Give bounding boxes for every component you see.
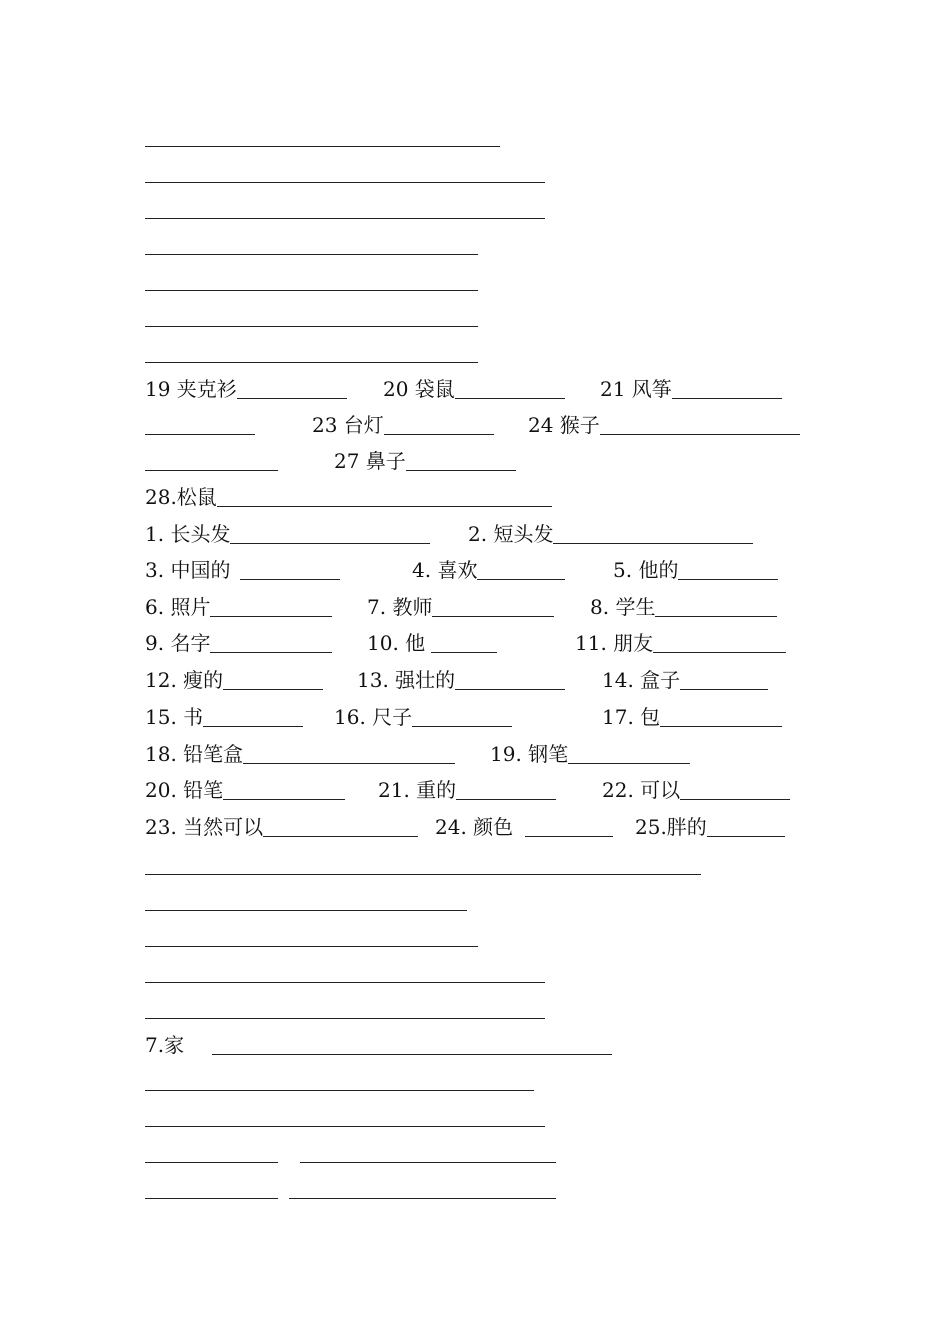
vocab-item	[357, 667, 565, 693]
answer-blank[interactable]	[263, 816, 418, 837]
answer-line[interactable]	[145, 290, 478, 291]
vocab-item	[383, 376, 565, 402]
answer-line[interactable]	[145, 182, 545, 183]
answer-line[interactable]	[145, 874, 701, 875]
vocab-item	[334, 448, 516, 474]
vocab-label: 27 鼻子	[334, 449, 406, 473]
vocab-label: 21 风筝	[600, 377, 672, 401]
vocab-item	[613, 557, 778, 583]
answer-line[interactable]	[145, 910, 467, 911]
vocab-item	[145, 814, 418, 840]
vocab-label: 23. 当然可以	[145, 815, 264, 839]
answer-blank[interactable]	[210, 596, 332, 617]
answer-line[interactable]	[145, 218, 545, 219]
answer-blank[interactable]	[145, 414, 255, 435]
vocab-item	[145, 521, 430, 547]
answer-blank[interactable]	[568, 743, 690, 764]
answer-blank[interactable]	[600, 414, 800, 435]
answer-blank[interactable]	[455, 669, 565, 690]
vocab-item	[367, 594, 554, 620]
vocab-item	[468, 521, 753, 547]
answer-blank[interactable]	[240, 559, 340, 580]
vocab-item	[145, 704, 303, 730]
answer-blank[interactable]	[243, 743, 455, 764]
answer-blank[interactable]	[456, 779, 556, 800]
answer-blank[interactable]	[384, 414, 494, 435]
vocab-label: 19. 钢笔	[490, 742, 569, 766]
answer-blank[interactable]	[230, 523, 430, 544]
vocab-item	[145, 448, 278, 474]
vocab-label: 12. 瘦的	[145, 668, 224, 692]
vocab-item	[145, 376, 347, 402]
answer-line[interactable]	[145, 326, 478, 327]
vocab-item	[312, 412, 494, 438]
vocab-label: 3. 中国的	[145, 558, 231, 582]
vocab-label: 24. 颜色	[435, 815, 514, 839]
vocab-label: 1. 长头发	[145, 522, 231, 546]
answer-line[interactable]	[289, 1198, 556, 1199]
answer-blank[interactable]	[653, 632, 786, 653]
vocab-label: 9. 名字	[145, 631, 211, 655]
vocab-item	[145, 777, 345, 803]
vocab-label: 2. 短头发	[468, 522, 554, 546]
answer-line[interactable]	[145, 1090, 534, 1091]
vocab-item	[145, 1032, 184, 1058]
answer-line[interactable]	[145, 1018, 545, 1019]
vocab-item	[600, 376, 782, 402]
vocab-label: 16. 尺子	[334, 705, 413, 729]
vocab-label: 28.松鼠	[145, 485, 217, 509]
answer-blank[interactable]	[237, 378, 347, 399]
vocab-label: 20. 铅笔	[145, 778, 224, 802]
vocab-item	[367, 630, 497, 656]
answer-blank[interactable]	[455, 378, 565, 399]
vocab-item	[435, 814, 613, 840]
vocab-item	[602, 777, 790, 803]
vocab-item	[145, 594, 332, 620]
vocab-item	[635, 814, 785, 840]
vocab-item	[602, 667, 768, 693]
vocab-item	[590, 594, 777, 620]
vocab-label: 13. 强壮的	[357, 668, 456, 692]
vocab-item	[334, 704, 512, 730]
vocab-label: 17. 包	[602, 705, 661, 729]
answer-blank[interactable]	[678, 559, 778, 580]
answer-blank[interactable]	[203, 706, 303, 727]
answer-line[interactable]	[145, 946, 478, 947]
answer-line[interactable]	[145, 1162, 278, 1163]
answer-line[interactable]	[145, 254, 478, 255]
vocab-item	[528, 412, 800, 438]
vocab-label: 6. 照片	[145, 595, 211, 619]
answer-blank[interactable]	[145, 450, 278, 471]
vocab-item	[145, 741, 455, 767]
answer-blank[interactable]	[431, 632, 497, 653]
answer-line[interactable]	[300, 1162, 556, 1163]
answer-blank[interactable]	[406, 450, 516, 471]
vocab-item	[490, 741, 690, 767]
answer-blank[interactable]	[432, 596, 554, 617]
answer-blank[interactable]	[223, 779, 345, 800]
answer-line[interactable]	[145, 982, 545, 983]
answer-blank[interactable]	[707, 816, 785, 837]
vocab-item	[378, 777, 556, 803]
answer-blank[interactable]	[477, 559, 565, 580]
answer-line[interactable]	[145, 1198, 278, 1199]
vocab-label: 18. 铅笔盒	[145, 742, 244, 766]
vocab-label: 4. 喜欢	[412, 558, 478, 582]
vocab-item	[145, 630, 332, 656]
vocab-item	[412, 557, 565, 583]
answer-blank[interactable]	[212, 1034, 612, 1055]
vocab-label: 24 猴子	[528, 413, 600, 437]
vocab-label: 7.家	[145, 1033, 185, 1057]
answer-blank[interactable]	[680, 669, 768, 690]
answer-blank[interactable]	[525, 816, 613, 837]
vocab-label: 19 夹克衫	[145, 377, 237, 401]
answer-blank[interactable]	[412, 706, 512, 727]
answer-blank[interactable]	[655, 596, 777, 617]
vocab-label: 7. 教师	[367, 595, 433, 619]
vocab-label: 21. 重的	[378, 778, 457, 802]
vocab-label: 22. 可以	[602, 778, 681, 802]
vocab-label: 23 台灯	[312, 413, 384, 437]
answer-blank[interactable]	[680, 779, 790, 800]
answer-line[interactable]	[145, 1126, 545, 1127]
vocab-item	[575, 630, 786, 656]
vocab-item	[145, 557, 340, 583]
vocab-label: 11. 朋友	[575, 631, 654, 655]
vocab-label: 5. 他的	[613, 558, 679, 582]
vocab-label: 25.胖的	[635, 815, 707, 839]
vocab-item	[602, 704, 782, 730]
vocab-item	[145, 667, 323, 693]
vocab-item	[212, 1032, 612, 1058]
answer-blank[interactable]	[223, 669, 323, 690]
vocab-item	[145, 484, 552, 510]
answer-blank[interactable]	[217, 486, 552, 507]
vocab-label: 14. 盒子	[602, 668, 681, 692]
vocab-label: 10. 他	[367, 631, 426, 655]
vocab-label: 8. 学生	[590, 595, 656, 619]
answer-blank[interactable]	[660, 706, 782, 727]
answer-line[interactable]	[145, 146, 500, 147]
answer-blank[interactable]	[210, 632, 332, 653]
answer-blank[interactable]	[672, 378, 782, 399]
answer-blank[interactable]	[553, 523, 753, 544]
vocab-label: 15. 书	[145, 705, 204, 729]
vocab-item	[145, 412, 255, 438]
answer-line[interactable]	[145, 362, 478, 363]
vocab-label: 20 袋鼠	[383, 377, 455, 401]
